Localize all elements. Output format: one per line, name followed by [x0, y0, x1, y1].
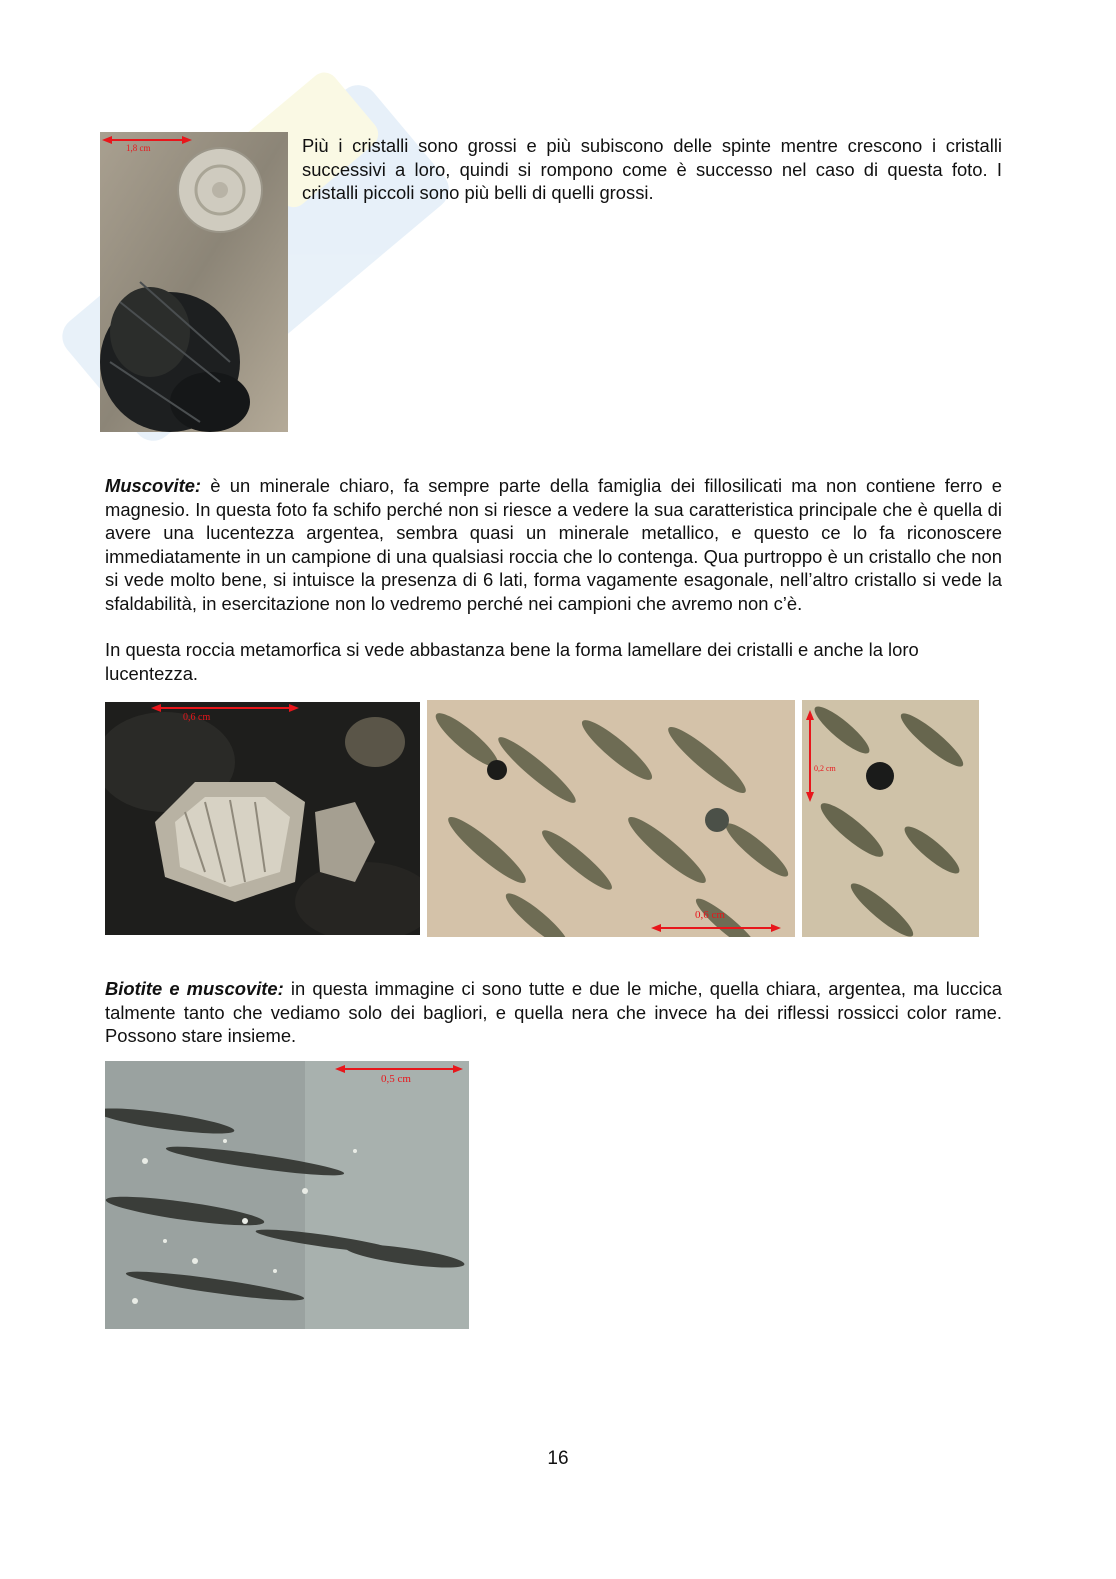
scale-label: 0,6 cm: [695, 909, 725, 921]
paragraph-muscovite: [105, 474, 1002, 615]
photo-biotite-broken-crystal: [100, 132, 288, 432]
scale-label: 0,6 cm: [183, 712, 211, 723]
photo-metamorphic-rock-lamellae: [427, 700, 795, 937]
page-number: 16: [547, 1448, 569, 1469]
paragraph-crystal-size: Più i cristalli sono grossi e più subiscono delle spinte mentre crescono i cristalli successivi a loro, quindi si rompono come è successo nel caso di questa foto. I cristalli piccoli sono più belli di quelli grossi.: [302, 135, 1002, 203]
photo-metamorphic-rock-detail: [802, 700, 979, 937]
biotite-muscovite-description: in questa immagine ci sono tutte e due le miche, quella chiara, argentea, ma luccica talmente tanto che vediamo solo dei bagliori, e quella nera che invece ha dei riflessi rossicci color rame. Possono stare insieme.: [105, 978, 1002, 1046]
scale-label: 0,2 cm: [814, 764, 836, 773]
term-muscovite: Muscovite:: [105, 475, 202, 496]
paragraph-metamorphic-rock: In questa roccia metamorfica si vede abbastanza bene la forma lamellare dei cristalli e anche la loro lucentezza.: [105, 639, 919, 684]
photo-biotite-muscovite-rock: [105, 1061, 469, 1329]
term-biotite-muscovite: Biotite e muscovite:: [105, 978, 284, 999]
scale-label: 1,8 cm: [126, 143, 151, 153]
muscovite-description: è un minerale chiaro, fa sempre parte della famiglia dei fillosilicati ma non contiene ferro e magnesio. In questa foto fa schifo perché non si riesce a vedere la sua caratteristica principale che è quella di avere una lucentezza argentea, sembra quasi un minerale metallico, e questo ce lo fa riconoscere immediatamente in un campione di una qualsiasi roccia che lo contenga. Qua purtroppo è un cristallo che non si vede molto bene, si intuisce la presenza di 6 lati, forma vagamente esagonale, nell’altro cristallo si vede la sfaldabilità, in esercitazione non lo vedremo perché nei campioni che avremo non c’è.: [105, 475, 1002, 614]
scale-label: 0,5 cm: [381, 1073, 411, 1085]
paragraph-biotite-muscovite: [105, 977, 1002, 1048]
photo-muscovite-crystal: [105, 702, 420, 935]
